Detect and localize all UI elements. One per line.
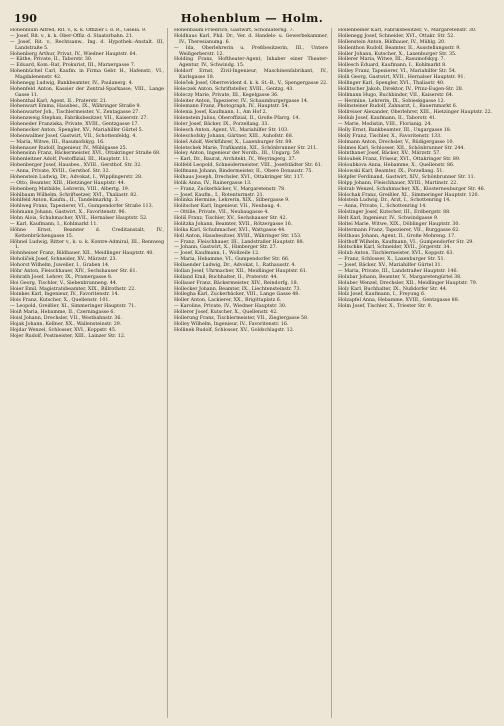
directory-entry: Hollan Josef, Uhrmacher, XII., Meidlinger Hauptstr. 61. (174, 268, 308, 274)
directory-entry: — Maria, Private, III., Landstraßer Hauptstr. 146. (338, 268, 458, 274)
directory-entry: Hohenberg Arthur, Privat, IV., Wiedner Hauptstr. 64. (10, 51, 138, 57)
directory-entry: Holhaus Joseph, Drechsler, XVI., Ottakringer Str. 117. (174, 174, 305, 180)
directory-entry: Hohenzweig Stephan, Fabriksbesitzer, VII., Kaiserstr. 27. (10, 116, 148, 122)
directory-entry: Hohmann Johann, Gastwirt, X., Favoritenstr. 96. (10, 210, 127, 216)
directory-entry: — Karoline, Private, IV., Wiedner Hauptstr. 30. (174, 304, 287, 310)
directory-entry: Holenia Josef, Kaufmann, I., Am Hof 2. (174, 110, 268, 116)
directory-entry: Holstinger Josef, Kutscher, III., Erdbergstr. 88. (338, 210, 451, 216)
directory-entry: Holik Anna, IV., Rainergasse 13. (174, 180, 252, 186)
directory-entry: Holy Karl, Buchhalter, IX., Nußdorfer Str. 44. (338, 286, 448, 292)
directory-entry: Hohenecker Anton, Spengler, XV., Mariahilfer Gürtel 5. (10, 127, 144, 133)
directory-entry: Holley Wilhelm, Ingenieur, IV., Favoritenstr. 16. (174, 321, 289, 327)
directory-entry: Holmann Anton, Drechsler, V., Rüdigergasse 10. (338, 139, 455, 145)
directory-entry: Holschak Franz, Greißler, XI., Simmeringer Hauptstr. 120. (338, 192, 480, 198)
directory-entry: Hohenberg Mathilde, Lehrerin, VIII., Albertg. 19. (10, 186, 130, 192)
directory-entry: Hollreiser Alexander, Oberlehrer, XIII., Hietzinger Hauptstr. 22. (338, 110, 493, 116)
directory-entry: Hohenwarter Joh., Tischlermeister, V., Zentagasse 27. (10, 110, 140, 116)
directory-entry: Hollaender Ludwig, Dr., Advokat, I., Rathausstr. 4. (174, 263, 296, 268)
directory-entry: Hoholiček Josef, Schneider, XV., Märzstr. 23. (10, 257, 118, 263)
directory-entry: Hohenberger Josef, Hausbes., XVIII., Gersthof. Str. 32. (10, 163, 142, 169)
directory-entry: — Ottilie, Private, VII., Neubaugasse 4. (174, 210, 269, 216)
directory-entry: — Josef, Kaufmann, I., Wollzeile 12. (174, 251, 260, 257)
directory-entry: Holfmann Johann, Bindermeister, II., Obere Donaustr. 75. (174, 169, 313, 174)
directory-columns (10, 28, 496, 718)
directory-entry: Hollesch Eduard, Kaufmann, I., Kohlmarkt 8. (338, 63, 447, 69)
directory-entry: Hoi Georg, Tischler, V., Siebenbrunneng. 44. (10, 280, 118, 286)
directory-entry: Holler Anton, Lackierer, XX., Brigittaplatz 6. (174, 298, 282, 304)
directory-entry: Holley Franz, Tapezierer, VI., Mariahilfer Str. 54. (338, 69, 457, 75)
directory-entry: Hohlweg Franz, Tapezierer, VI., Gumpendorfer Straße 113. (10, 204, 154, 210)
directory-entry: Hojer Rudolf, Postmeister, XIII., Lainzer Str. 12. (10, 333, 126, 339)
directory-entry: Holeš Adolf, Werkführer, X., Laxenburger Str. 89. (174, 139, 293, 145)
directory-entry: Holubec Wenzel, Drechsler, XII., Meidlinger Hauptstr. 79. (338, 280, 478, 286)
directory-entry: Hollitscher Jakob, Direktor, IV., Prinz-Eugen-Str. 28. (338, 86, 464, 92)
directory-entry: Holtermann Franz, Tapezierer, VII., Burggasse 62. (338, 227, 460, 233)
directory-entry: Holdhaus Karl, Phil. Dr., Ver. d. Handels- u. Gewerbekammer, IV., Theresianumg. 6. (174, 33, 328, 45)
directory-entry: — Maria, Hebamme, VI., Gumpendorfer Str. 66. (174, 257, 290, 263)
directory-entry: Holz Josef, Kaufmann, I., Freyung 6. (338, 292, 426, 298)
directory-entry: Holfeld Leopold, Schneidermeister, VIII., Josefstädter Str. 61. (174, 163, 323, 169)
running-title: Hohenblum — Holm. (180, 11, 324, 25)
directory-entry: — Josef, Kaufm., I., Rotenturmstr. 21. (174, 192, 265, 198)
directory-entry: Höhne Ernst, Beamter d. Creditanstalt, IV., Kettenbrückengasse 15. (10, 227, 164, 239)
directory-entry: Holetschek Marie, Trafikantin, XII., Schönbrunner Str. 211. (174, 145, 318, 151)
directory-entry: Hohn Alois, Schuhmacher, XVII., Hernalser Hauptstr. 52. (10, 216, 148, 221)
directory-entry: Holemann Franz, Photograph, IV., Hauptstr. 54. (174, 104, 290, 110)
directory-entry: Hoinkes Karl, Ingenieur, IV., Favoritenstr. 14. (10, 292, 120, 298)
directory-entry: Holer Josef, Bäcker, IX., Porzellang. 33. (174, 122, 269, 127)
directory-entry: Hojdar Wenzel, Schlosser, XVI., Koppstr. 45. (10, 327, 117, 333)
directory-entry: Hoheneder Franziska, Private, XVIII., Gentzgasse 17. (10, 122, 139, 127)
directory-entry: Holesch Anton, Agent, VI., Mariahilfer Str. 103. (174, 127, 289, 133)
directory-entry: Hollub Josef, Kaufmann, II., Taborstr. 41. (338, 116, 437, 122)
directory-entry: Hollenstein Anton, Bildhauer, IV., Mühlg. 20. (338, 39, 446, 45)
directory-entry: Hollegha Karl, Zuckerbäcker, VIII., Lange Gasse 48. (174, 292, 300, 298)
directory-entry: Hollerer Josef, Kutscher, X., Quellenstr. 42. (174, 310, 278, 315)
directory-entry: Holub Anton, Tischlermeister, XVI., Koppstr. 63. (338, 251, 454, 257)
column-3 (338, 28, 496, 718)
directory-entry: Hohrath Josef, Lehrer, IX., Pramergasse 8. (10, 274, 113, 280)
directory-entry: Hoier Emil, Magistratsbeamter, XIX., Billrothstr. 22. (10, 286, 136, 292)
directory-entry: Hohenstein Ludwig, Dr., Advokat, I., Wipplingerstr. 28. (10, 174, 143, 180)
directory-entry: — Josef, Rit. v., Rechtsanw., Ing. d. Hypothek.-Anstalt. III, Landstraße 5. (10, 39, 164, 51)
directory-entry: Holinka Hermine, Lehrerin, XIX., Silbergasse 9. (174, 198, 290, 204)
directory-entry: — Käthe, Private, II., Taborstr. 30. (10, 57, 93, 63)
directory-entry: — Marie, Modistin, VIII., Florianig. 24. (338, 122, 432, 127)
directory-entry: Holka Karl, Schuhmacher, XVI., Wattgasse 44. (174, 227, 286, 233)
directory-entry: Hollenegg Josef, Schneider, XVI., Ottakr. Str. 52. (338, 33, 455, 39)
directory-entry: — Franz, Zuckerbäcker, V., Margaretenstr. 78. (174, 186, 286, 192)
directory-entry: Holdorf Ernst, Zivil-Ingenieur, Maschinenfabrikant, IV., Karlsgasse 18. (174, 69, 328, 80)
directory-entry: — Johann, Gastwirt, X., Himberger Str. 27. (174, 245, 278, 251)
directory-entry: Holtei Marie, Witwe, XIX., Döblinger Hauptstr. 30. (338, 221, 460, 227)
directory-entry: — Franz, Schlosser, X., Laxenburger Str. 51. (338, 257, 445, 263)
directory-entry: Holly Ernst, Bankbeamter, III., Ungargasse 18. (338, 127, 452, 133)
directory-entry: Hollinger Karl, Spengler, XVI., Thaliastr. 40. (338, 80, 445, 86)
directory-entry: Hois Franz, Kutscher, X., Quellenstr. 101. (10, 298, 110, 304)
directory-entry: Holitscher Karl, Ingenieur, VII., Neubaug. 4. (174, 204, 282, 210)
directory-entry: Hollenthon Rudolf, Beamter, II., Ausstellungsstr. 9. (338, 45, 461, 51)
directory-entry: Hohlfeld Anton, Kaufm., II., Tandelmarktg. 3. (10, 198, 120, 204)
directory-entry: Holrab Wenzel, Schuhmacher, XX., Klosterneuburger Str. 46. (338, 186, 486, 192)
directory-entry: Holiš Franz, Tischler, XV., Sechshauser Str. 42. (174, 216, 288, 221)
directory-entry: Hohnheiser Franz, Bildhauer, XII., Meidlinger Hauptstr. 40. (10, 251, 154, 257)
directory-entry: Holt Karl, Ingenieur, IV., Schwindgasse 9. (338, 216, 439, 221)
directory-entry: — Leopold, Greißler, XI., Simmeringer Hauptstr. 71. (10, 304, 136, 310)
directory-entry: — Maria, Witwe, III., Rasumofskyg. 16. (10, 139, 105, 145)
directory-entry: Holeczy Marie, Private, III., Kegelgasse 36. (174, 92, 279, 98)
directory-entry: — Ida, Oberlehrerin u. Preßbesitzerin, III., Untere Weißgerberstr. 12. (174, 45, 328, 57)
directory-entry: — Eduard, Kom.-Rat, Prokurist, III., Marxergasse 7. (10, 63, 136, 69)
directory-entry: — Anna, Private, I., Schottenring 14. (338, 204, 427, 210)
directory-entry: Hohorst Wilhelm, Juwelier, I., Graben 14. (10, 263, 110, 268)
page-number: 190 (14, 11, 37, 25)
directory-entry: Hollenbeiner Karl, Fabriksbesitzer, V., Margaretenstr. 30. (338, 28, 477, 33)
directory-entry: Holl Anton, Hausbesitzer, XVIII., Währinger Str. 153. (174, 233, 302, 239)
directory-entry: Höhr Anton, Fleischhauer, XIV., Sechshauser Str. 61. (10, 268, 138, 274)
directory-entry: Hollý Franz, Tischler, X., Favoritenstr. 133. (338, 133, 442, 139)
directory-entry: Hollerung Franz, Tischlermeister, VII., Zieglergasse 58. (174, 315, 309, 321)
directory-entry: Holowski Karl, Beamter, IX., Porzellang. 51. (338, 169, 444, 174)
directory-entry: Hohensinn Franz, Bäckermeister, XVI., Ottakringer Straße 68. (10, 151, 161, 157)
directory-entry: Hollmann Hugo, Buchbinder, VII., Kaiserstr. 64. (338, 92, 454, 98)
column-2 (174, 28, 332, 718)
directory-entry: Holnthaner Josef, Bäcker, XV., Märzstr. 57. (338, 151, 441, 157)
directory-entry: Hohenleitner Adolf, Postoffizial, III., Hauptstr. 11. (10, 157, 130, 163)
directory-entry: Holeiter Anton, Tapezierer, IV., Schaumburgergasse 14. (174, 98, 309, 104)
directory-entry: — Franz, Fleischhauer, III., Landstraßer Hauptstr. 88. (174, 239, 305, 245)
directory-entry: Holoubek Franz, Friseur, XVI., Ottakringer Str. 89. (338, 157, 461, 163)
directory-entry: Holm Josef, Tischler, X., Triester Str. 9. (338, 304, 433, 310)
directory-entry: Holpp Johann, Fleischhauer, XVIII., Martinstr. 22. (338, 180, 458, 186)
directory-entry: Holthoff Wilhelm, Kaufmann, VI., Gumpendorfer Str. 29. (338, 239, 474, 245)
directory-entry: Hollecker Johann, Beamter, IX., Liechtensteinstr. 73. (174, 286, 302, 292)
directory-entry: Holland Emil, Buchhalter, II., Praterstr. 44. (174, 274, 278, 280)
directory-entry: Holey Anton, Ingenieur der Nordb., III., Ungarg. 59. (174, 151, 301, 157)
directory-entry: Hollauer Franz, Bäckermeister, XIV., Reindorfg. 18. (174, 280, 299, 286)
directory-entry: Holmes Karl, Schlosser, XII., Schönbrunner Str. 244. (338, 145, 465, 151)
directory-entry: — Otto, Beamter, XIII., Hietzinger Hauptstr. 44. (10, 180, 126, 186)
directory-entry: Hohenwallner Josef, Gastwirt, VII., Schottenfeldg. 4. (10, 133, 137, 139)
directory-entry: — Karl, Kaufmann, I., Kohlmarkt 11. (10, 221, 98, 227)
directory-entry: Holubar Johann, Beamter, V., Margaretengürtel 38. (338, 274, 462, 280)
directory-entry: — Karl, Dr., Baurat, Architekt, IV., Weyringerg. 37. (174, 157, 296, 163)
directory-entry: Holli Georg, Gastwirt, XVII., Hernalser Hauptstr. 91. (338, 75, 466, 80)
directory-entry: Hoisl Johann, Drechsler, VII., Westbahnstr. 36. (10, 315, 122, 321)
directory-entry: Hoiß Maria, Hebamme, II., Czerningasse 6. (10, 310, 115, 315)
directory-entry: Hohenblum Alfred, Rit. v., k. k. Offizier i. d. R., Gisela. 9. (10, 28, 147, 33)
directory-entry: Hollinek Rudolf, Schlosser, XV., Goldschlagstr. 12. (174, 327, 295, 333)
directory-entry: Hollerer Maria, Witwe, III., Rasumofskyg. 7. (338, 57, 446, 63)
directory-entry: Holding Franz, Hoftheater-Agent, Inhaber einer Theater-Agentur, IV., Schwindg. 15. (174, 57, 328, 69)
directory-entry: Holitzka Johann, Beamter, XVII., Rötzergasse 16. (174, 221, 293, 227)
directory-entry: Hollnsteiner Rudolf, Zahnarzt, I., Bauernmarkt 6. (338, 104, 458, 110)
directory-entry: Holoubkova Anna, Hebamme, X., Quellenstr. 86. (338, 163, 455, 169)
page-header (14, 10, 490, 26)
directory-entry: Höhnel Ludwig, Ritter v., k. u. k. Kontre-Admiral, III., Rennweg 1. (10, 239, 164, 251)
directory-entry: Holtschke Karl, Schneider, XVII., Jörgerstr. 34. (338, 245, 451, 251)
directory-entry: Holeček Josef, Oberrevident d. k. k. St.-B., V., Spengergasse 22. (174, 80, 328, 86)
directory-entry: Hohlbaum Wilhelm, Schriftsetzer, XVI., Thaliastr. 82. (10, 192, 138, 198)
directory-entry: Holenstein Julius, Oberoffizial, II., Große Pfarrg. 14. (174, 116, 300, 122)
directory-entry: Hohenwart Emma, Hausbes., IX., Währinger Straße 9. (10, 104, 142, 110)
directory-entry: Hohenthal Karl, Agent, II., Praterstr. 21. (10, 98, 108, 104)
directory-entry: — Josef, Bäcker, XV., Mariahilfer Gürtel 31. (338, 263, 443, 268)
directory-entry: Holstein Ludwig, Dr., Arzt, I., Schottenring 14. (338, 198, 451, 204)
directory-entry: Holler Johann, Kutscher, X., Laxenburger Str. 35. (338, 51, 457, 57)
directory-entry: Holeczek Anton, Schriftsteller, XVIII., Gentzg. 43. (174, 86, 294, 92)
directory-entry: Holpfer Ferdinand, Gastwirt, XIV., Schönbrunner Str. 11. (338, 174, 476, 180)
directory-entry: Hohenbaum Friedrich, Gastwirt, Schönlaterng. 7. (174, 28, 294, 33)
directory-entry: — Hermine, Lehrerin, IX., Sobieskigasse 12. (338, 98, 446, 104)
directory-entry: — Anna, Private, XVIII., Gersthof. Str. 32. (10, 169, 111, 174)
directory-entry: Hohenfeld Anton, Kassier der Zentral-Sparkasse, VIII., Lange Gasse 11. (10, 86, 164, 98)
directory-entry: — Josef, Rit. v., k. k. Ober-Offiz. d. Staatsrbahn. 21. (10, 33, 134, 39)
directory-entry: Holzapfel Anna, Hebamme, XVIII., Gentzgasse 88. (338, 298, 460, 304)
directory-entry: Hohenauer Rudolf, Ingenieur, IV., Mühlgasse 25. (10, 145, 128, 151)
directory-entry: Hohenegg Ludwig, Bankbeamter, IV., Paulanerg. 4. (10, 80, 134, 86)
directory-entry: Holthaus Johann, Agent, II., Große Mohreng. 17. (338, 233, 456, 239)
column-1 (10, 28, 168, 718)
directory-entry: Hohenbüchel Carl, Kaufm. in Firma Gebr. H., Hafenstr., VI., Magdalenenstr. 42. (10, 69, 164, 80)
directory-entry: Holeschofsky Johann, Gärtner, XIII., Auhofstr. 68. (174, 133, 294, 139)
directory-entry: Hojak Johann, Kellner, XX., Wallensteinstr. 29. (10, 321, 122, 327)
